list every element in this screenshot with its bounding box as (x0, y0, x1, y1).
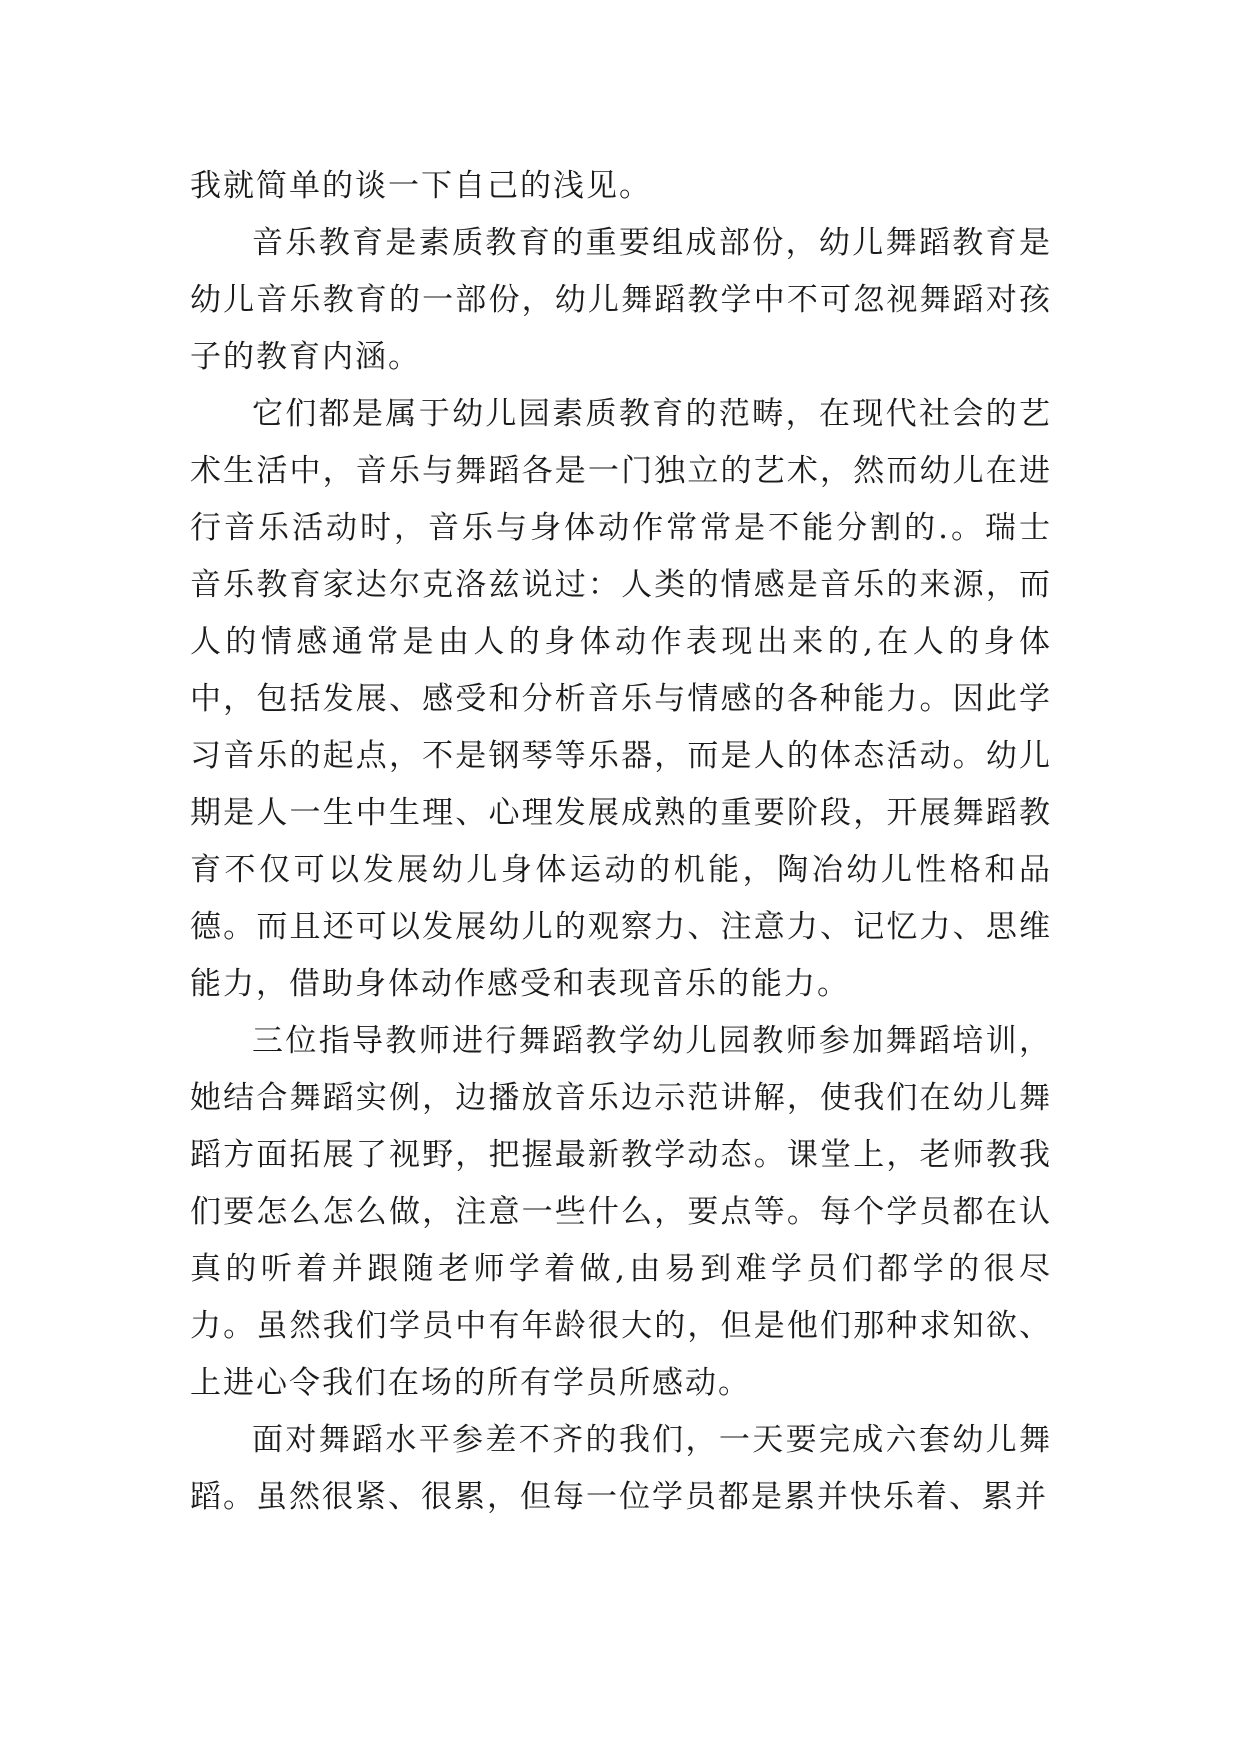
body-text (190, 158, 1052, 1526)
paragraph-3: 它们都是属于幼儿园素质教育的范畴，在现代社会的艺术生活中，音乐与舞蹈各是一门独立的艺术，然而幼儿在进行音乐活动时，音乐与身体动作常常是不能分割的.。瑞士音乐教育家达尔克洛兹说过：人类的情感是音乐的来源，而人的情感通常是由人的身体动作表现出来的,在人的身体中，包括发展、感受和分析音乐与情感的各种能力。因此学习音乐的起点，不是钢琴等乐器，而是人的体态活动。幼儿期是人一生中生理、心理发展成熟的重要阶段，开展舞蹈教育不仅可以发展幼儿身体运动的机能，陶冶幼儿性格和品德。而且还可以发展幼儿的观察力、注意力、记忆力、思维能力，借助身体动作感受和表现音乐的能力。 (190, 396, 1052, 1002)
paragraph-4: 三位指导教师进行舞蹈教学幼儿园教师参加舞蹈培训，她结合舞蹈实例，边播放音乐边示范讲解，使我们在幼儿舞蹈方面拓展了视野，把握最新教学动态。课堂上，老师教我们要怎么怎么做，注意一些什么，要点等。每个学员都在认真的听着并跟随老师学着做,由易到难学员们都学的很尽力。虽然我们学员中有年龄很大的，但是他们那种求知欲、上进心令我们在场的所有学员所感动。 (190, 1023, 1052, 1401)
paragraph-2: 音乐教育是素质教育的重要组成部份，幼儿舞蹈教育是幼儿音乐教育的一部份，幼儿舞蹈教学中不可忽视舞蹈对孩子的教育内涵。 (190, 225, 1052, 375)
paragraph-1: 我就简单的谈一下自己的浅见。 (190, 168, 652, 204)
paragraph-5: 面对舞蹈水平参差不齐的我们，一天要完成六套幼儿舞蹈。虽然很紧、很累，但每一位学员都是累并快乐着、累并 (190, 1422, 1052, 1515)
